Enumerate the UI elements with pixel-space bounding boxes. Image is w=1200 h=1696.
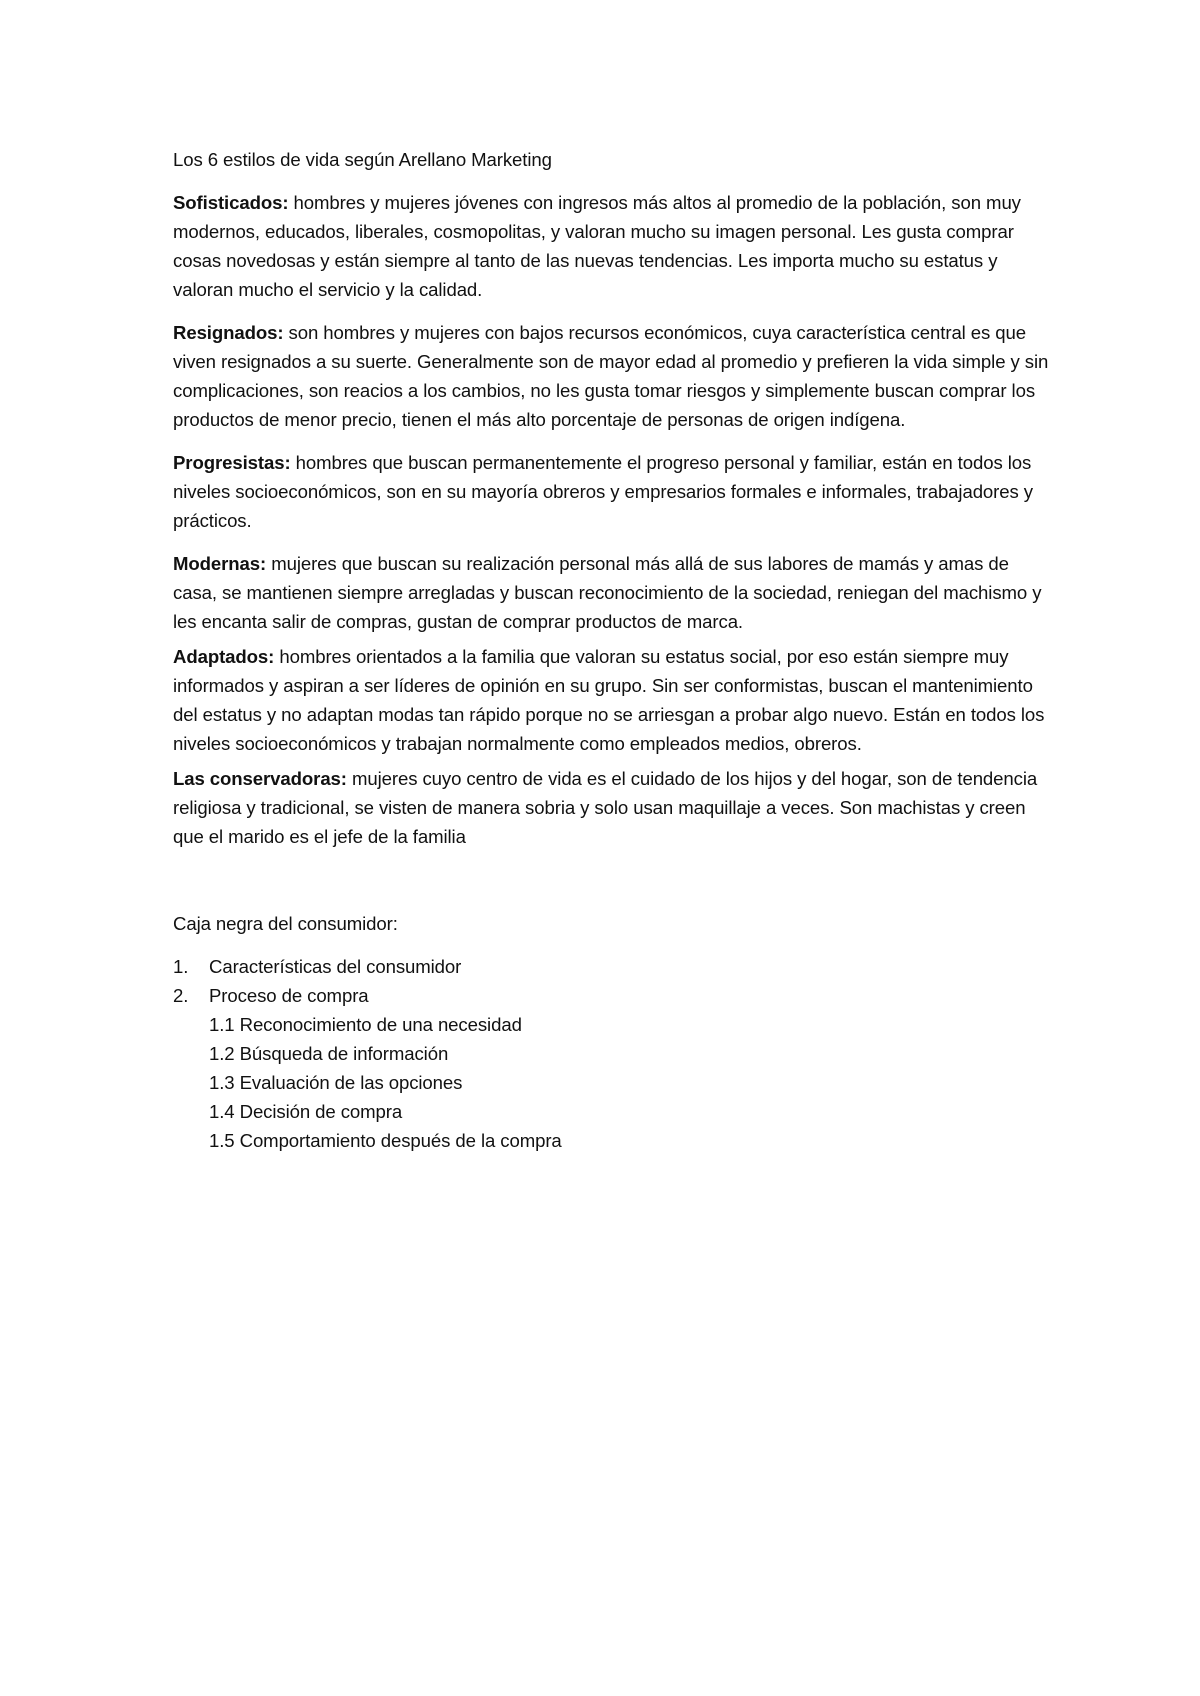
list-item: [173, 981, 1053, 1155]
document-title: Los 6 estilos de vida según Arellano Marketing: [173, 149, 552, 170]
section-progresistas: [173, 448, 1053, 535]
sub-list-item: 1.4 Decisión de compra: [209, 1101, 403, 1122]
sub-list-item: 1.5 Comportamiento después de la compra: [209, 1130, 562, 1151]
section-sofisticados: [173, 188, 1053, 304]
section-text: mujeres cuyo centro de vida es el cuidado de los hijos y del hogar, son de tendencia religiosa y tradicional, se visten de manera sobria y solo usan maquillaje a veces. Son machistas y creen que el marido es el jefe de la familia: [173, 768, 1038, 847]
section-text: mujeres que buscan su realización personal más allá de sus labores de mamás y amas de casa, se mantienen siempre arregladas y buscan reconocimiento de la sociedad, reniegan del machismo y les encanta salir de compras, gustan de comprar productos de marca.: [173, 553, 1042, 632]
section-text: son hombres y mujeres con bajos recursos económicos, cuya característica central es que viven resignados a su suerte. Generalmente son de mayor edad al promedio y prefieren la vida simple y sin complicaciones, son reacios a los cambios, no les gusta tomar riesgos y simplemente buscan comprar los productos de menor precio, tienen el más alto porcentaje de personas de origen indígena.: [173, 322, 1049, 430]
sub-list: [209, 1010, 1053, 1155]
section-term: Sofisticados:: [173, 192, 289, 213]
section-adaptados: [173, 642, 1053, 758]
section-term: Las conservadoras:: [173, 768, 347, 789]
section-subtitle: Caja negra del consumidor:: [173, 913, 398, 934]
sub-list-item: 1.2 Búsqueda de información: [209, 1043, 449, 1064]
list-number: 1.: [173, 956, 189, 977]
section-text: hombres orientados a la familia que valoran su estatus social, por eso están siempre muy informados y aspiran a ser líderes de opinión en su grupo. Sin ser conformistas, buscan el mantenimiento del estatus y no adaptan modas tan rápido porque no se arriesgan a probar algo nuevo. Están en todos los niveles socioeconómicos y trabajan normalmente como empleados medios, obreros.: [173, 646, 1045, 754]
sub-list-item: 1.3 Evaluación de las opciones: [209, 1072, 463, 1093]
section-term: Adaptados:: [173, 646, 275, 667]
list-item: [173, 952, 1053, 981]
sub-list-item: 1.1 Reconocimiento de una necesidad: [209, 1014, 522, 1035]
section-term: Progresistas:: [173, 452, 291, 473]
section-text: hombres que buscan permanentemente el progreso personal y familiar, están en todos los niveles socioeconómicos, son en su mayoría obreros y empresarios formales e informales, trabajadores y prácticos.: [173, 452, 1033, 531]
section-resignados: [173, 318, 1053, 434]
section-conservadoras: [173, 764, 1053, 851]
list-item-label: Características del consumidor: [209, 956, 462, 977]
section-text: hombres y mujeres jóvenes con ingresos más altos al promedio de la población, son muy modernos, educados, liberales, cosmopolitas, y valoran mucho su imagen personal. Les gusta comprar cosas novedosas y están siempre al tanto de las nuevas tendencias. Les importa mucho su estatus y valoran mucho el servicio y la calidad.: [173, 192, 1021, 300]
section-term: Modernas:: [173, 553, 267, 574]
list-number: 2.: [173, 985, 189, 1006]
document-body: [173, 145, 1053, 1155]
list-item-label: Proceso de compra: [209, 985, 369, 1006]
numbered-list: [173, 952, 1053, 1155]
section-modernas: [173, 549, 1053, 636]
section-term: Resignados:: [173, 322, 284, 343]
